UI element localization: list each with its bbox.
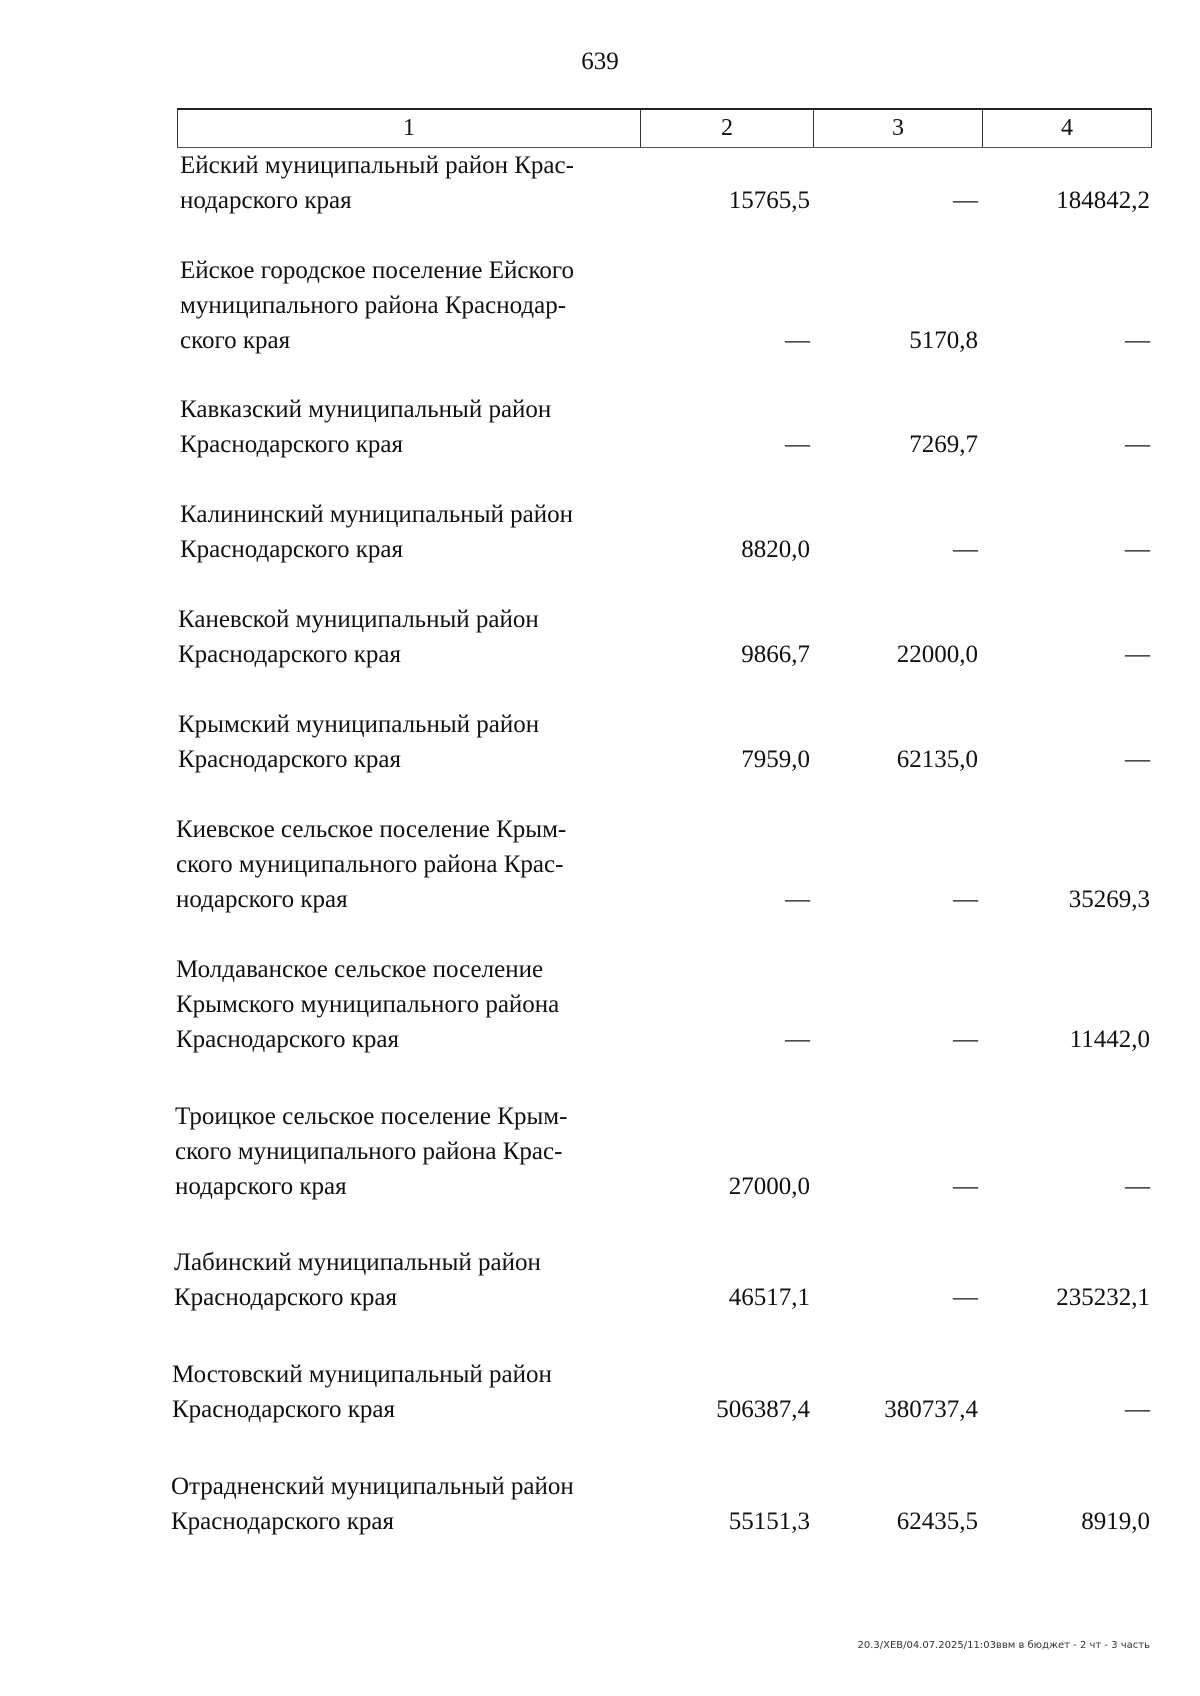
row-value-col4: 235232,1 [1056, 1284, 1150, 1311]
row-value-col4: — [1125, 1173, 1150, 1200]
row-value-col4: — [1125, 536, 1150, 563]
row-value-col4: — [1125, 1396, 1150, 1423]
row-value-col3: — [953, 187, 978, 214]
column-header-4: 4 [982, 110, 1152, 147]
row-name: Крымский муниципальный район Краснодарского края [178, 711, 540, 773]
row-value-col2: 506387,4 [716, 1396, 810, 1423]
row-value-col4: — [1125, 746, 1150, 773]
row-value-col3: — [953, 1284, 978, 1311]
row-value-col2: 27000,0 [728, 1173, 810, 1200]
row-value-col2: — [785, 431, 810, 458]
row-value-col3: 7269,7 [909, 431, 978, 458]
row-name: Кавказский муниципальный район Краснодарского края [180, 396, 552, 458]
row-name: Ейское городское поселение Ейского муниципального района Краснодар- ского края [180, 257, 574, 354]
row-name: Отрадненский муниципальный район Краснодарского края [171, 1473, 574, 1535]
row-value-col2: 46517,1 [728, 1284, 810, 1311]
column-header-2: 2 [640, 110, 813, 147]
row-value-col2: 8820,0 [741, 536, 810, 563]
row-value-col2: 55151,3 [728, 1508, 810, 1535]
row-value-col4: 35269,3 [1068, 886, 1150, 913]
row-value-col4: — [1125, 431, 1150, 458]
row-value-col2: — [785, 327, 810, 354]
row-value-col2: 15765,5 [728, 187, 810, 214]
row-value-col4: 8919,0 [1081, 1508, 1150, 1535]
row-value-col3: — [953, 886, 978, 913]
row-value-col3: 62435,5 [896, 1508, 978, 1535]
column-header-3: 3 [813, 110, 982, 147]
row-name: Калининский муниципальный район Краснодарского края [180, 501, 573, 563]
row-value-col3: 62135,0 [896, 746, 978, 773]
row-name: Мостовский муниципальный район Краснодарского края [172, 1361, 552, 1423]
row-value-col4: 11442,0 [1069, 1026, 1150, 1053]
row-value-col3: 22000,0 [896, 641, 978, 668]
row-value-col2: — [785, 886, 810, 913]
page-number: 639 [581, 48, 619, 75]
row-value-col2: — [785, 1026, 810, 1053]
row-name: Молдаванское сельское поселение Крымского муниципального района Краснодарского края [176, 956, 560, 1053]
footer-note: 20.3/ХЕВ/04.07.2025/11:03ввм в бюджет - 2 чт - 3 часть [857, 1640, 1150, 1651]
row-value-col3: — [953, 536, 978, 563]
table-header [177, 108, 1152, 148]
row-name: Троицкое сельское поселение Крым- ского муниципального района Крас- нодарского края [175, 1103, 568, 1200]
row-value-col2: 7959,0 [741, 746, 810, 773]
row-value-col4: — [1125, 641, 1150, 668]
row-name: Ейский муниципальный район Крас- нодарского края [180, 152, 574, 214]
row-value-col3: 380737,4 [884, 1396, 978, 1423]
row-name: Киевское сельское поселение Крым- ского муниципального района Крас- нодарского края [176, 816, 567, 913]
row-name: Каневской муниципальный район Краснодарского края [178, 606, 539, 668]
row-value-col4: — [1125, 327, 1150, 354]
row-name: Лабинский муниципальный район Краснодарского края [174, 1249, 541, 1311]
row-value-col2: 9866,7 [741, 641, 810, 668]
row-value-col4: 184842,2 [1056, 187, 1150, 214]
row-value-col3: 5170,8 [909, 327, 978, 354]
column-header-1: 1 [177, 110, 640, 147]
row-value-col3: — [953, 1026, 978, 1053]
row-value-col3: — [953, 1173, 978, 1200]
